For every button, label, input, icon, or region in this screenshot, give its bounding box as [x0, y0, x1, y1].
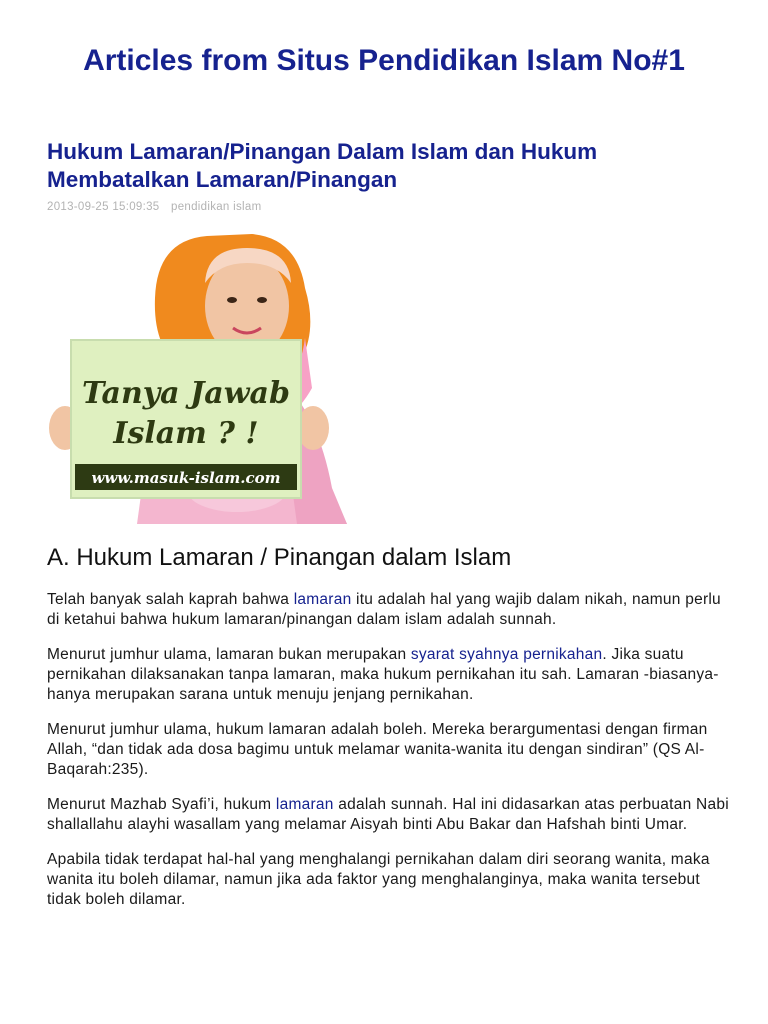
paragraph-4: [47, 795, 737, 835]
paragraph-4-text-a: Menurut Mazhab Syafi’i, hukum: [47, 796, 276, 813]
article-category[interactable]: pendidikan islam: [171, 201, 262, 213]
paragraph-1: [47, 590, 737, 630]
sign-text-line2: Islam ? !: [113, 416, 259, 451]
link-lamaran-2[interactable]: lamaran: [275, 796, 334, 813]
paragraph-1-text-a: Telah banyak salah kaprah bahwa: [47, 591, 294, 608]
link-lamaran[interactable]: lamaran: [293, 591, 352, 608]
page-title: Articles from Situs Pendidikan Islam No#1: [83, 44, 685, 77]
section-heading: A. Hukum Lamaran / Pinangan dalam Islam: [47, 544, 512, 571]
paragraph-4-text-b: adalah sunnah. Hal ini didasarkan atas perbuatan Nabi shallallahu alayhi wasallam yang melamar Aisyah binti Abu Bakar dan Hafshah binti Umar.: [47, 796, 729, 833]
woman-holding-sign-illustration: [47, 228, 357, 524]
article-date: 2013-09-25 15:09:35: [47, 201, 160, 213]
article-image: [47, 228, 357, 524]
article-meta: [47, 201, 261, 213]
article-title[interactable]: Hukum Lamaran/Pinangan Dalam Islam dan Hukum Membatalkan Lamaran/Pinangan: [47, 139, 598, 192]
paragraph-1-text-b: itu adalah hal yang wajib dalam nikah, namun perlu di ketahui bahwa hukum lamaran/pinangan dalam islam adalah sunnah.: [47, 591, 721, 628]
sign-url: www.masuk-islam.com: [91, 469, 281, 487]
paragraph-2: [47, 645, 737, 705]
paragraph-2-text-a: Menurut jumhur ulama, lamaran bukan merupakan: [47, 646, 411, 663]
left-eye: [227, 297, 237, 303]
paragraph-5: Apabila tidak terdapat hal-hal yang menghalangi pernikahan dalam diri seorang wanita, maka wanita itu boleh dilamar, namun jika ada faktor yang menghalanginya, maka wanita tersebut tidak boleh dilamar.: [47, 851, 710, 908]
paragraph-2-text-b: . Jika suatu pernikahan dilaksanakan tanpa lamaran, maka hukum pernikahan itu sah. Lamaran -biasanya- hanya merupakan sarana untuk menuju jenjang pernikahan.: [47, 646, 719, 703]
article-body: [47, 590, 737, 925]
paragraph-3: Menurut jumhur ulama, hukum lamaran adalah boleh. Mereka berargumentasi dengan firman Allah, “dan tidak ada dosa bagimu untuk melamar wanita-wanita itu dengan sindiran” (QS Al-Baqarah:235).: [47, 721, 708, 778]
sign-text-line1: Tanya Jawab: [82, 376, 290, 411]
right-eye: [257, 297, 267, 303]
link-syarat-syahnya-pernikahan[interactable]: syarat syahnya pernikahan: [410, 646, 603, 663]
